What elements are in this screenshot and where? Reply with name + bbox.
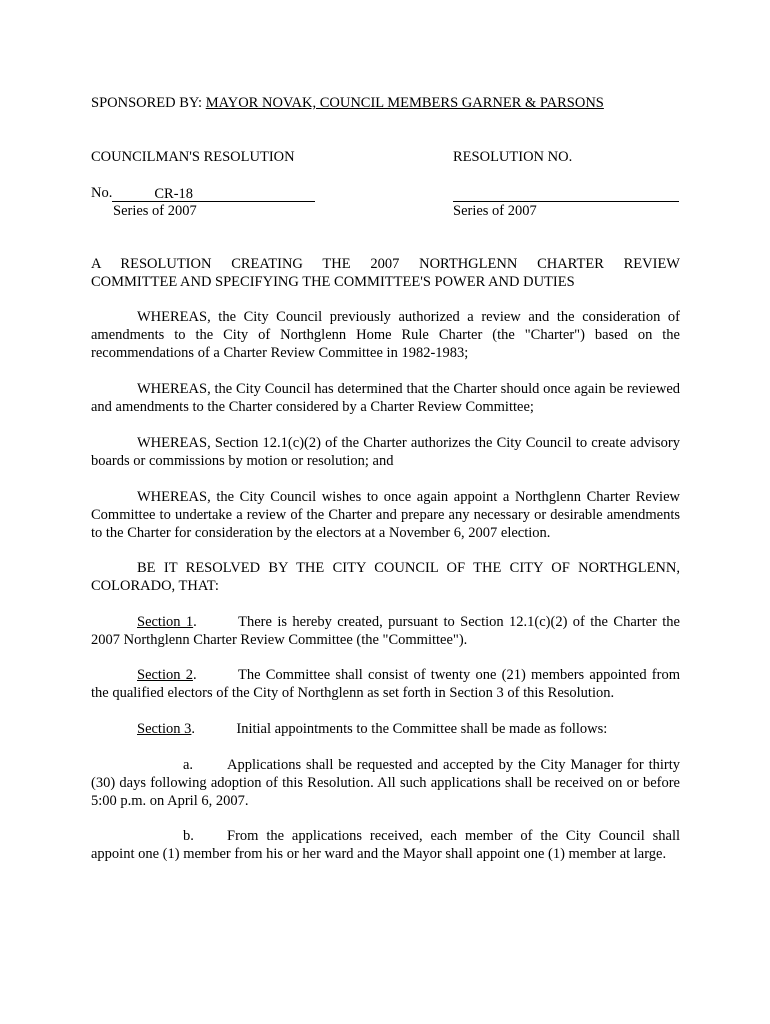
- resolution-header-right-title: RESOLUTION NO.: [453, 149, 573, 165]
- sponsor-label: SPONSORED BY:: [91, 95, 206, 111]
- section-3: Section 3. Initial appointments to the Committee shall be made as follows:: [137, 721, 608, 737]
- resolution-number-blank: [453, 184, 679, 202]
- number-value: CR-18: [154, 186, 194, 202]
- section-1: Section 1. There is hereby created, pursuant to Section 12.1(c)(2) of the Charter the 2007 Northglenn Charter Review Committee (the "Committee").: [91, 614, 680, 648]
- series-left: Series of 2007: [113, 203, 197, 219]
- resolution-title-line1: A RESOLUTION CREATING THE 2007 NORTHGLENN CHARTER REVIEW: [91, 256, 680, 272]
- section-2: Section 2. The Committee shall consist of twenty one (21) members appointed from the qualified electors of the City of Northglenn as set forth in Section 3 of this Resolution.: [91, 667, 680, 701]
- resolution-number-line: [91, 184, 315, 202]
- section-3-label: Section 3: [137, 721, 192, 737]
- section-3-text: Initial appointments to the Committee shall be made as follows:: [236, 721, 608, 737]
- section-1-label: Section 1: [137, 614, 194, 630]
- subitem-b: [91, 827, 680, 863]
- whereas-paragraph-2: WHEREAS, the City Council has determined that the Charter should once again be reviewed and amendments to the Charter considered by a Charter Review Committee;: [91, 381, 680, 415]
- subitem-b-label: b.: [183, 828, 194, 844]
- section-1-text: There is hereby created, pursuant to Section 12.1(c)(2) of the Charter the 2007 Northglenn Charter Review Committee (the "Committee").: [91, 614, 680, 648]
- subitem-a-label: a.: [183, 757, 194, 773]
- series-right: Series of 2007: [453, 203, 537, 219]
- subitem-a: [91, 756, 680, 810]
- subitem-a-text: Applications shall be requested and accepted by the City Manager for thirty (30) days following adoption of this Resolution. All such applications shall be received on or before 5:00 p.m. on April 6, 2007.: [91, 757, 680, 809]
- resolution-number-underline: [453, 185, 679, 202]
- resolution-header-left-title: COUNCILMAN'S RESOLUTION: [91, 149, 295, 165]
- sponsor-line: [91, 94, 680, 112]
- whereas-paragraph-1: WHEREAS, the City Council previously authorized a review and the consideration of amendments to the City of Northglenn Home Rule Charter (the "Charter") based on the recommendations of a Charter Review Committee in 1982-1983;: [91, 309, 680, 361]
- resolution-title-line2: COMMITTEE AND SPECIFYING THE COMMITTEE'S POWER AND DUTIES: [91, 274, 575, 290]
- whereas-paragraph-3: WHEREAS, Section 12.1(c)(2) of the Charter authorizes the City Council to create advisory boards or commissions by motion or resolution; and: [91, 435, 680, 469]
- section-2-label: Section 2: [137, 667, 193, 683]
- subitem-b-text: From the applications received, each member of the City Council shall appoint one (1) member from his or her ward and the Mayor shall appoint one (1) member at large.: [91, 828, 680, 862]
- sponsor-names: MAYOR NOVAK, COUNCIL MEMBERS GARNER & PARSONS: [205, 95, 604, 111]
- number-label: No.: [91, 185, 113, 201]
- whereas-paragraph-4: WHEREAS, the City Council wishes to once again appoint a Northglenn Charter Review Committee to undertake a review of the Charter and prepare any necessary or desirable amendments to the Charter for consideration by the electors at a November 6, 2007 election.: [91, 489, 680, 541]
- section-2-text: The Committee shall consist of twenty one (21) members appointed from the qualified electors of the City of Northglenn as set forth in Section 3 of this Resolution.: [91, 667, 680, 701]
- number-underline: [112, 185, 315, 202]
- resolved-clause: BE IT RESOLVED BY THE CITY COUNCIL OF THE CITY OF NORTHGLENN, COLORADO, THAT:: [91, 560, 680, 594]
